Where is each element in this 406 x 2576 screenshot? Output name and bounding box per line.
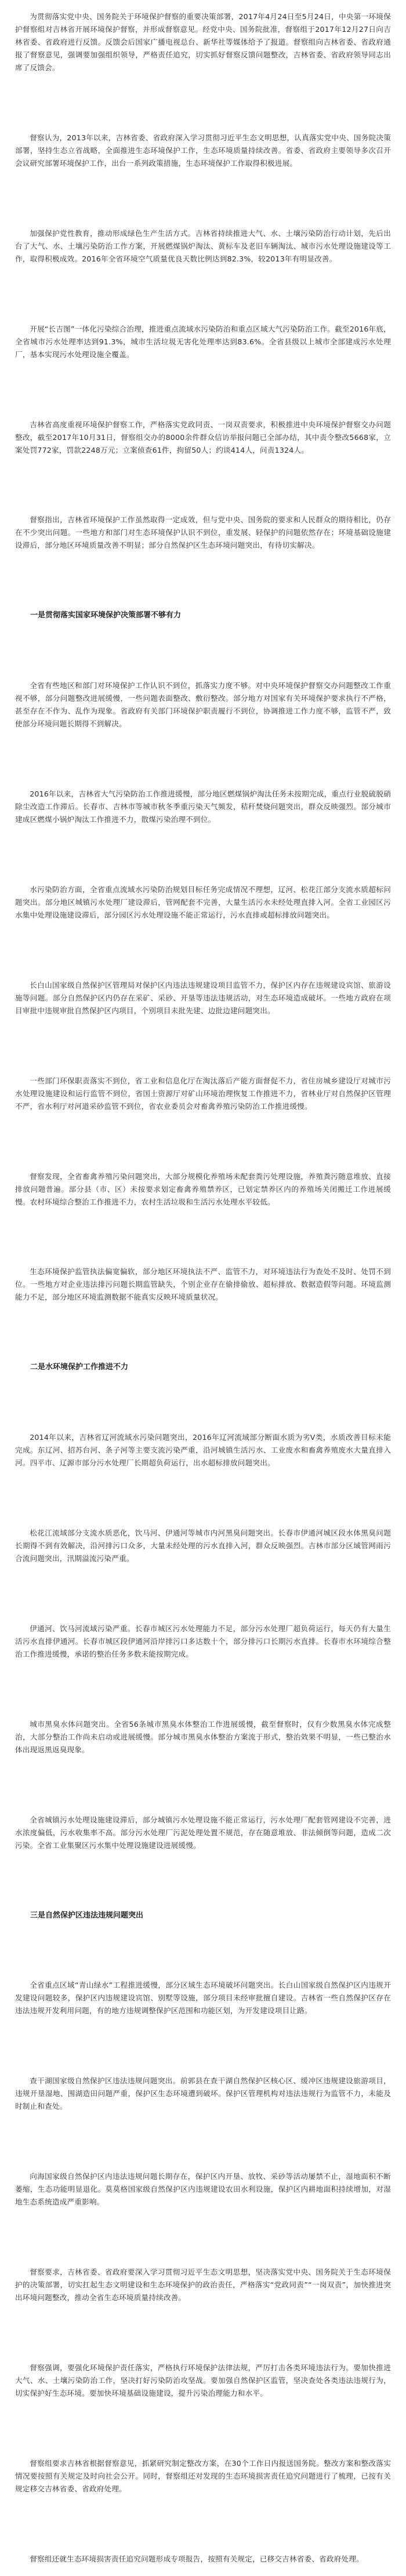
paragraph: 加强保护党性教育，推动形成绿色生产生活方式。吉林省持续推进大气、水、土壤污染防治行动计划，先后出台了大气、水、土壤污染防治工作方案，开展燃煤锅炉淘汰、黄标车及老旧车辆淘汰、城市污水处理设施建设等工作，取得积极成效。2016年全省环境空气质量优良天数比例达到82.3%，较2013年有明显改善。 — [15, 228, 391, 263]
paragraph: 督察强调，要强化环境保护责任落实，严格执行环境保护法律法规，严厉打击各类环境违法行为。要加快推进大气、水、土壤污染防治工作，坚决打好污染防治攻坚战。要加强自然保护区监管，坚决查处各类违法违规行为，切实保护好生态环境。要加快环境基础设施建设，提升污染治理能力和水平。 — [15, 2363, 391, 2397]
paragraph: 2016年以来，吉林省大气污染防治工作推进缓慢，部分地区燃煤锅炉淘汰任务未按期完成，重点行业脱硫脱硝除尘改造工作滞后。长春市、吉林市等城市秋冬季重污染天气频发，秸秆焚烧问题突出，群众反映强烈。部分城市建成区燃煤小锅炉淘汰工作推进不力，散煤污染治理不到位。 — [15, 789, 391, 824]
paragraph: 查干湖国家级自然保护区违法违规问题突出。前郭县在查干湖自然保护区核心区、缓冲区违规建设旅游项目，违规开垦湿地、围湖造田问题严重，保护区生态环境遭到破坏。保护区管理机构对违法违规行为监管不力，未能及时制止和查处。 — [15, 2076, 391, 2111]
paragraph: 城市黑臭水体问题突出。全省56条城市黑臭水体整治工作进展缓慢，截至督察时，仅有少数黑臭水体完成整治，大部分整治工作尚未启动或进展缓慢。部分城市黑臭水体整治方案流于形式，整治效果不明显，一些已整治水体出现返黑返臭现象。 — [15, 1719, 391, 1754]
paragraph: 水污染防治方面，全省重点流域水污染防治规划目标任务完成情况不理想，辽河、松花江部分支流水质超标问题突出。部分地区城镇污水处理厂建设滞后，管网配套不完善，大量生活污水未经处理直排入河。全省工业园区污水集中处理设施建设滞后，部分园区污水处理设施不能正常运行，污水直排或超标排放问题突出。 — [15, 885, 391, 919]
paragraph: 伊通河、饮马河流域污染严重。长春市城区污水处理能力不足，部分污水处理厂超负荷运行，每天仍有大量生活污水直排伊通河。长春市城区段伊通河沿岸排污口多达数十个，部分排污口长期污水直排。长春市水环境综合整治工作推进缓慢，承诺的整治任务多数未能按期完成。 — [15, 1624, 391, 1658]
paragraph: 督察认为，2013年以来，吉林省委、省政府深入学习贯彻习近平生态文明思想，认真落实党中央、国务院决策部署，坚持生态立省战略，全面推进生态环境保护工作，生态环境质量持续改善。省委、省政府主要领导多次召开会议研究部署环境保护工作，出台一系列政策措施，生态环境保护工作取得积极进展。 — [15, 133, 391, 168]
paragraph: 督察组还就生态环境损害责任追究问题形成专项报告，按照有关规定，已移交吉林省委、省政府处理。 — [30, 2554, 364, 2563]
paragraph: 督察指出，吉林省环境保护工作虽然取得一定成效，但与党中央、国务院的要求和人民群众的期待相比，仍存在不少突出问题。一些地方和部门对生态环境保护认识不到位，重发展、轻保护的问题依然存在；环境基础设施建设滞后，部分地区环境质量改善不明显；部分自然保护区生态环境问题突出，有待切实解决。 — [15, 515, 391, 550]
section-heading: 二是水环境保护工作推进不力 — [30, 1363, 129, 1372]
section-heading: 三是自然保护区违法违规问题突出 — [30, 1911, 144, 1920]
paragraph: 生态环境保护监管执法偏宽偏软，部分地区环境执法不严、监管不力，对环境违法行为查处不及时、处罚不到位。一些地方对企业违法排污问题长期监管缺失，个别企业存在偷排偷放、超标排放、数据造假等问题。环境监测能力不足，部分地区环境监测数据不能真实反映环境质量状况。 — [15, 1267, 391, 1302]
paragraph: 督察要求，吉林省委、省政府要深入学习贯彻习近平生态文明思想，坚决落实党中央、国务院关于生态环境保护的决策部署，切实扛起生态文明建设和生态环境保护的政治责任，严格落实“党政同责”“一岗双责”，加快推进突出环境问题整改，推动全省生态环境质量持续改善。 — [15, 2268, 391, 2302]
paragraph: 开展“长吉图”一体化污染综合治理，推进重点流域水污染防治和重点区域大气污染防治工作。截至2016年底，全省城市污水处理率达到91.3%，城市生活垃圾无害化处理率达到83.6%。全省县级以上城市全部建成污水处理厂，基本实现污水处理设施全覆盖。 — [15, 324, 391, 359]
section-heading: 一是贯彻落实国家环境保护决策部署不够有力 — [30, 611, 182, 620]
paragraph: 长白山国家级自然保护区管理局对保护区内违法违规建设项目监管不力，保护区内存在违规建设宾馆、旅游设施等问题。部分自然保护区内仍存在采矿、采砂、开垦等违法违规活动，对生态环境造成破坏。一些地方政府在项目审批中违规审批自然保护区内项目，个别项目未批先建、边批边建问题突出。 — [15, 980, 391, 1015]
paragraph: 全省城镇污水处理设施建设滞后，部分城镇污水处理设施不能正常运行，污水处理厂配套管网建设不完善，进水浓度偏低，污水收集率不高。部分污水处理厂污泥处理处置不规范，存在随意堆放、非法倾倒等问题，造成二次污染。全省工业集聚区污水集中处理设施建设进展缓慢。 — [15, 1815, 391, 1850]
paragraph: 全省重点区域“青山绿水”工程推进缓慢，部分区域生态环境破坏问题突出。长白山国家级自然保护区内违规开发建设问题较多，保护区内违规建设宾馆、别墅等设施，部分项目未经审批擅自建设。吉林省一些自然保护区存在违法违规开发利用问题，有的地方违规调整保护区范围和功能区划，为开发建设项目让路。 — [15, 1981, 391, 2015]
paragraph: 督察发现，全省畜禽养殖污染问题突出，大部分规模化养殖场未配套粪污处理设施，养殖粪污随意堆放、直接排放问题普遍。部分县（市、区）未按要求划定畜禽养殖禁养区，已划定禁养区内的养殖场关闭搬迁工作进展缓慢。农村环境综合整治工作推进不力，农村生活垃圾和生活污水处理水平较低。 — [15, 1171, 391, 1206]
paragraph: 吉林省高度重视环境保护督察工作，严格落实党政同责、一岗双责要求，积极推进中央环境保护督察交办问题整改，截至2017年10月31日，督察组交办的8000余件群众信访举报问题已全部办结，其中责令整改5668家，立案处罚772家，罚款2248万元；立案侦查61件，拘留50人；约谈414人，问责1324人。 — [15, 420, 391, 454]
paragraph: 为贯彻落实党中央、国务院关于环境保护督察的重要决策部署，2017年4月24日至5月24日，中央第一环境保护督察组对吉林省开展环境保护督察，并形成督察意见。经党中央、国务院批准，督察组于2017年12月27日向吉林省委、省政府进行反馈。反馈会后国家广播电视总台、新华社等媒体给予了报道。督察组向吉林省委、省政府通报了督察意见，强调要加强组织领导，严格责任追究，切实抓好督察反馈问题整改，吉林省委、省政府领导同志出席了反馈会。 — [15, 12, 391, 72]
paragraph: 督察组要求吉林省根据督察意见，抓紧研究制定整改方案，在30个工作日内报送国务院。整改方案和整改落实情况要按照有关规定及时向社会公开。同时，督察组还对发现的生态环境损害责任追究问题进行了梳理，已按有关规定移交吉林省委、省政府处理。 — [15, 2458, 391, 2493]
paragraph: 一些部门环保职责落实不到位，省工业和信息化厅在淘汰落后产能方面督促不力，省住房城乡建设厅对城市污水处理设施建设和运行监管不到位，省国土资源厅对矿山环境治理恢复工作推进不力，省林业厅对自然保护区管理不严，省水利厅对河道采砂监管不到位，省农业委员会对畜禽养殖污染防治工作推进缓慢。 — [15, 1076, 391, 1111]
paragraph: 全省有些地区和部门对环境保护工作认识不到位，抓落实力度不够。对中央环境保护督察交办问题整改工作重视不够，部分问题整改进展缓慢，一些问题表面整改、敷衍整改。部分地方对国家有关环境保护要求执行不严格，甚至存在不作为、乱作为现象。省政府有关部门环境保护职责履行不到位，协调推进工作力度不够，监管不严，致使部分环境问题长期得不到解决。 — [15, 681, 391, 729]
paragraph: 松花江流域部分支流水质恶化，饮马河、伊通河等城市内河黑臭问题突出。长春市伊通河城区段水体黑臭问题长期得不到有效解决，沿河排污口众多，大量未经处理的污水直排入河，群众反映强烈。吉林市部分区域管网雨污合流问题突出，汛期溢流污染严重。 — [15, 1529, 391, 1563]
paragraph: 2014年以来，吉林省辽河流域水污染问题突出，2016年辽河流域部分断面水质为劣Ⅴ类，水质改善目标未能完成。东辽河、招苏台河、条子河等主要支流污染严重，沿河城镇生活污水、工业废水和畜禽养殖废水大量直排入河。四平市、辽源市部分污水处理厂长期超负荷运行，出水超标排放问题突出。 — [15, 1433, 391, 1468]
paragraph: 向海国家级自然保护区内违法违规问题长期存在，保护区内开垦、放牧、采砂等活动屡禁不止，湿地面积不断萎缩，生态功能明显退化。莫莫格国家级自然保护区内违规建设农田水利设施，保护区内耕地面积持续增加，对湿地生态系统造成严重影响。 — [15, 2172, 391, 2207]
